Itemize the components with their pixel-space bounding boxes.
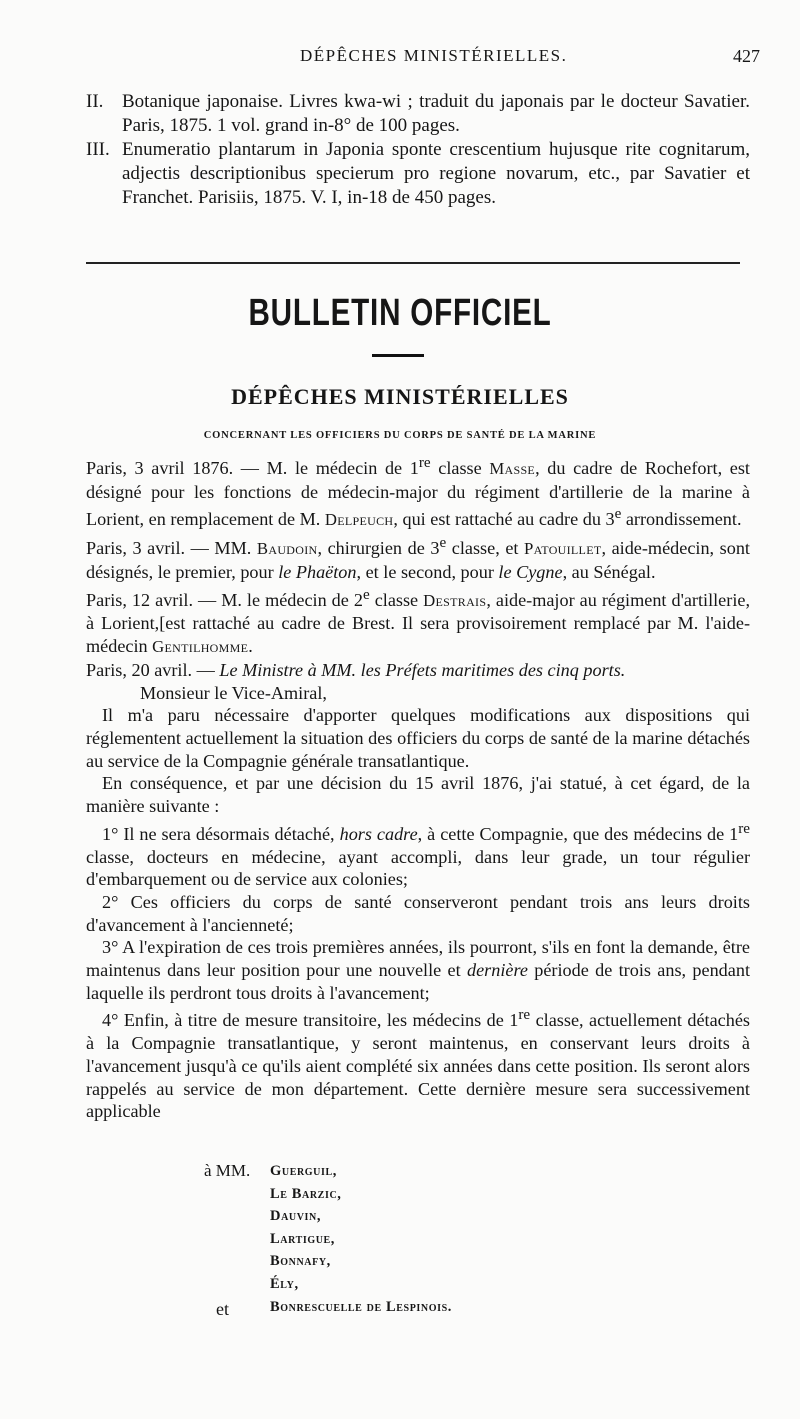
section-subtitle: CONCERNANT LES OFFICIERS DU CORPS DE SANTÉ DE LA MARINE bbox=[203, 430, 597, 441]
decision-item: 2° Ces officiers du corps de santé conserveront pendant trois ans leurs droits d'avancement à l'ancienneté; bbox=[86, 891, 750, 935]
page-number: 427 bbox=[733, 46, 760, 66]
list-item bbox=[86, 1205, 750, 1228]
bibliography-item bbox=[86, 90, 750, 138]
list-item bbox=[86, 1228, 750, 1251]
decision-item: 1° Il ne sera désormais détaché, hors cadre, à cette Compagnie, que des médecins de 1re classe, docteurs en médecine, ayant accompli, dans leur grade, un tour régulier d'embarquement ou de service aux colonies; bbox=[86, 819, 751, 890]
person-name: Guerguil, bbox=[270, 1163, 337, 1179]
list-item bbox=[86, 1250, 750, 1273]
decision-item: 3° A l'expiration de ces trois premières années, ils pourront, s'ils en font la demande, être maintenus dans leur position pour une nouvelle et dernière période de trois ans, pendant laquelle ils perdront tous droits à l'avancement; bbox=[86, 937, 750, 1003]
names-list bbox=[86, 1160, 750, 1318]
list-item bbox=[86, 1160, 750, 1183]
item-number: II. bbox=[86, 91, 104, 112]
decision-item: 4° Enfin, à titre de mesure transitoire, les médecins de 1re classe, actuellement détachés à la Compagnie transatlantique, y seront maintenus, en conservant leurs droits à l'avancement jusqu'à ce qu'ils aient complété six années dans cette position. Ils seront alors rappelés au service de mon département. Cette dernière mesure sera successivement applicable bbox=[86, 1006, 750, 1122]
list-prefix: et bbox=[216, 1298, 229, 1319]
salutation: Monsieur le Vice-Amiral, bbox=[140, 682, 327, 703]
person-name: Dauvin, bbox=[270, 1208, 322, 1225]
person-name: Patouillet bbox=[524, 539, 602, 559]
list-item bbox=[86, 1183, 750, 1206]
letter-paragraph: Il m'a paru nécessaire d'apporter quelques modifications aux dispositions qui réglementent actuellement la situation des officiers du corps de santé de la marine détachés au service de la Compagnie générale transatlantique. bbox=[86, 705, 750, 771]
letter-paragraph: En conséquence, et par une décision du 15 avril 1876, j'ai statué, à cet égard, de la manière suivante : bbox=[86, 773, 750, 817]
ship-name: le Phaëton bbox=[278, 562, 357, 582]
dispatch-paragraph: Paris, 3 avril. — MM. Baudoin, chirurgien de 3e classe, et Patouillet, aide-médecin, sont désignés, le premier, pour le Phaëton, et le second, pour le Cygne, au Sénégal. bbox=[86, 534, 750, 582]
title-underline bbox=[372, 354, 424, 357]
person-name: Destrais bbox=[423, 590, 487, 610]
section-divider bbox=[86, 262, 740, 264]
person-name: Bonrescuelle de Lespinois. bbox=[270, 1298, 452, 1315]
addressee: Le Ministre à MM. les Préfets maritimes des cinq ports. bbox=[219, 659, 626, 680]
article-body bbox=[86, 452, 750, 1123]
item-text: Botanique japonaise. Livres kwa-wi ; traduit du japonais par le docteur Savatier. Paris, 1875. 1 vol. grand in-8° de 100 pages. bbox=[122, 91, 750, 136]
dispatch-paragraph: Paris, 3 avril 1876. — M. le médecin de 1re classe Masse, du cadre de Rochefort, est désigné pour les fonctions de médecin-major du régiment d'artillerie de la marine à Lorient, en remplacement de M. Delpeuch, qui est rattaché au cadre du 3e arrondissement. bbox=[86, 454, 750, 530]
ship-name: le Cygne bbox=[498, 562, 563, 582]
list-prefix: à MM. bbox=[204, 1161, 251, 1180]
bulletin-title: BULLETIN OFFICIEL bbox=[248, 292, 552, 334]
dispatch-paragraph: Paris, 20 avril. — Le Ministre à MM. les Préfets maritimes des cinq ports. bbox=[86, 659, 626, 680]
item-text: Enumeratio plantarum in Japonia sponte crescentium hujusque rite cognitarum, adjectis descriptionibus specierum pro regione novarum, etc., par Savatier et Franchet. Parisiis, 1875. V. I, in-18 de 450 pages. bbox=[122, 139, 750, 208]
bibliography-list bbox=[86, 90, 750, 210]
person-name: Le Barzic, bbox=[270, 1185, 342, 1202]
section-title: DÉPÊCHES MINISTÉRIELLES bbox=[231, 384, 569, 409]
person-name: Ély, bbox=[270, 1275, 299, 1292]
item-number: III. bbox=[86, 139, 110, 160]
running-title: DÉPÊCHES MINISTÉRIELLES. bbox=[300, 46, 568, 65]
bibliography-item bbox=[86, 138, 750, 210]
person-name: Lartigue, bbox=[270, 1230, 336, 1247]
person-name: Gentilhomme bbox=[152, 637, 249, 657]
person-name: Bonnafy, bbox=[270, 1253, 331, 1270]
list-item bbox=[86, 1296, 750, 1319]
person-name: Masse bbox=[489, 459, 536, 479]
list-item bbox=[86, 1273, 750, 1296]
person-name: Baudoin bbox=[256, 539, 318, 559]
person-name: Delpeuch bbox=[324, 510, 394, 530]
dispatch-paragraph: Paris, 12 avril. — M. le médecin de 2e classe Destrais, aide-major au régiment d'artillerie, à Lorient,[est rattaché au cadre de Brest. Il sera provisoirement remplacé par M. l'aide-médecin Gentilhomme. bbox=[86, 585, 750, 657]
